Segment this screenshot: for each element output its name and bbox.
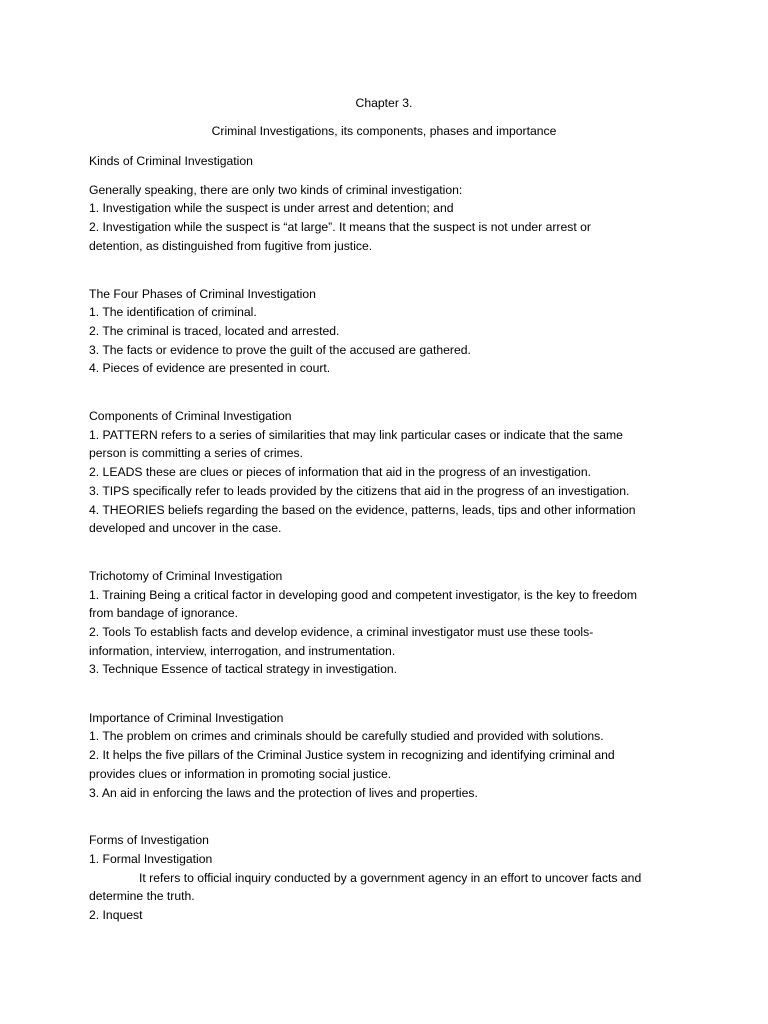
- kinds-line: 1. Investigation while the suspect is under arrest and detention; and: [89, 201, 454, 215]
- trichotomy-line: from bandage of ignorance.: [89, 606, 239, 620]
- section-heading-components: Components of Criminal Investigation: [89, 409, 292, 423]
- kinds-line: Generally speaking, there are only two kinds of criminal investigation:: [89, 183, 463, 197]
- trichotomy-line: 3. Technique Essence of tactical strategy in investigation.: [89, 662, 398, 676]
- forms-line: 2. Inquest: [89, 908, 143, 922]
- section-heading-importance: Importance of Criminal Investigation: [89, 711, 284, 725]
- importance-line: 2. It helps the five pillars of the Criminal Justice system in recognizing and identifying criminal and: [89, 748, 615, 762]
- section-heading-trichotomy: Trichotomy of Criminal Investigation: [89, 569, 283, 583]
- phases-line: 2. The criminal is traced, located and arrested.: [89, 324, 340, 338]
- forms-line: determine the truth.: [89, 889, 195, 903]
- section-heading-kinds: Kinds of Criminal Investigation: [89, 154, 253, 168]
- components-line: 2. LEADS these are clues or pieces of information that aid in the progress of an investigation.: [89, 465, 592, 479]
- section-heading-forms: Forms of Investigation: [89, 833, 209, 847]
- phases-line: 1. The identification of criminal.: [89, 305, 257, 319]
- components-line: 4. THEORIES beliefs regarding the based on the evidence, patterns, leads, tips and other information: [89, 503, 636, 517]
- kinds-line: detention, as distinguished from fugitive from justice.: [89, 239, 373, 253]
- components-line: 3. TIPS specifically refer to leads provided by the citizens that aid in the progress of an investigation.: [89, 484, 630, 498]
- importance-line: 3. An aid in enforcing the laws and the protection of lives and properties.: [89, 786, 478, 800]
- kinds-line: 2. Investigation while the suspect is “at large”. It means that the suspect is not under arrest or: [89, 220, 591, 234]
- chapter-heading: Chapter 3.: [355, 96, 413, 110]
- importance-line: 1. The problem on crimes and criminals should be carefully studied and provided with solutions.: [89, 729, 604, 743]
- document-title: Criminal Investigations, its components, phases and importance: [211, 124, 557, 138]
- components-line: person is committing a series of crimes.: [89, 446, 304, 460]
- phases-line: 4. Pieces of evidence are presented in court.: [89, 361, 331, 375]
- importance-line: provides clues or information in promoting social justice.: [89, 767, 392, 781]
- forms-line: It refers to official inquiry conducted by a government agency in an effort to uncover facts and: [139, 871, 642, 885]
- trichotomy-line: 1. Training Being a critical factor in developing good and competent investigator, is the key to freedom: [89, 588, 638, 602]
- section-heading-phases: The Four Phases of Criminal Investigation: [89, 287, 316, 301]
- components-line: 1. PATTERN refers to a series of similarities that may link particular cases or indicate that the same: [89, 428, 623, 442]
- trichotomy-line: 2. Tools To establish facts and develop evidence, a criminal investigator must use these tools-: [89, 625, 594, 639]
- phases-line: 3. The facts or evidence to prove the guilt of the accused are gathered.: [89, 343, 471, 357]
- components-line: developed and uncover in the case.: [89, 521, 282, 535]
- trichotomy-line: information, interview, interrogation, and instrumentation.: [89, 644, 396, 658]
- forms-line: 1. Formal Investigation: [89, 852, 213, 866]
